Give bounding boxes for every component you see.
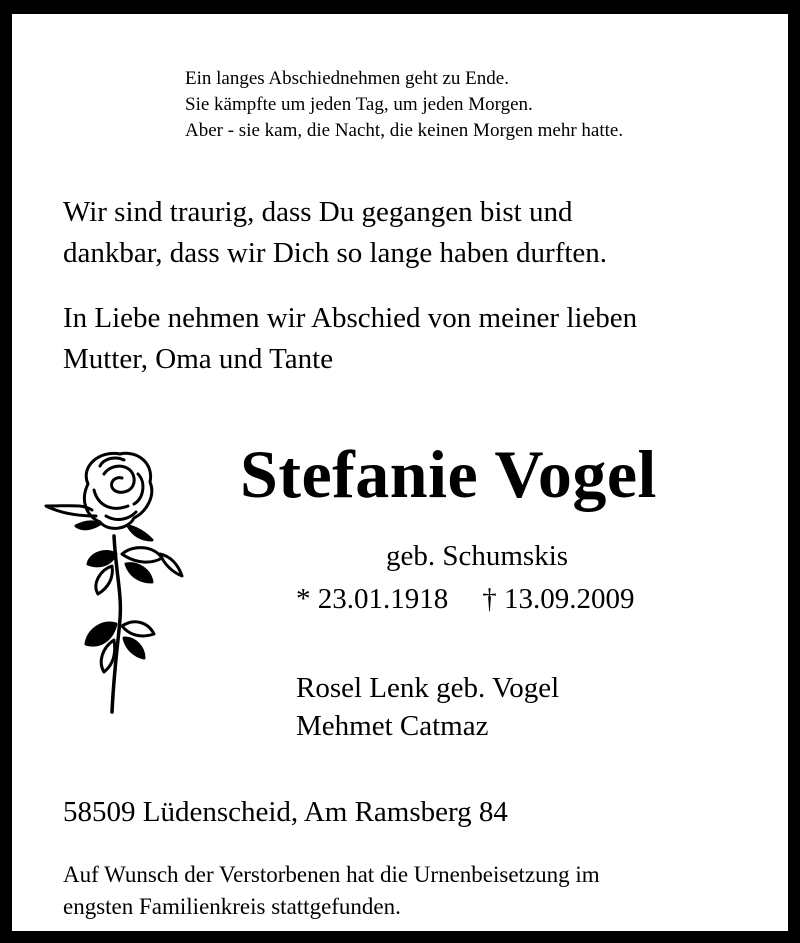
farewell-paragraph <box>63 298 637 380</box>
mourner-name: Rosel Lenk geb. Vogel <box>296 672 560 704</box>
mourners <box>296 669 559 745</box>
birth-date: * 23.01.1918 <box>296 583 449 615</box>
verse-line: Aber - sie kam, die Nacht, die keinen Morgen mehr hatte. <box>185 120 624 141</box>
life-dates <box>296 579 635 619</box>
deceased-name: Stefanie Vogel <box>240 436 657 512</box>
intro-line: Wir sind traurig, dass Du gegangen bist und <box>63 196 573 228</box>
verse <box>185 66 623 144</box>
death-date: † 13.09.2009 <box>482 583 635 615</box>
note-line: engsten Familienkreis stattgefunden. <box>63 894 401 919</box>
burial-note <box>63 859 600 923</box>
address: 58509 Lüdenscheid, Am Ramsberg 84 <box>63 796 508 828</box>
verse-line: Sie kämpfte um jeden Tag, um jeden Morgen. <box>185 94 533 115</box>
rose-icon <box>42 444 192 724</box>
farewell-line: In Liebe nehmen wir Abschied von meiner lieben <box>63 302 638 334</box>
note-line: Auf Wunsch der Verstorbenen hat die Urnenbeisetzung im <box>63 862 600 887</box>
intro-paragraph <box>63 192 607 274</box>
mourner-name: Mehmet Catmaz <box>296 710 489 742</box>
verse-line: Ein langes Abschiednehmen geht zu Ende. <box>185 68 509 89</box>
farewell-line: Mutter, Oma und Tante <box>63 343 334 375</box>
birth-name: geb. Schumskis <box>386 540 569 572</box>
intro-line: dankbar, dass wir Dich so lange haben durften. <box>63 237 608 269</box>
